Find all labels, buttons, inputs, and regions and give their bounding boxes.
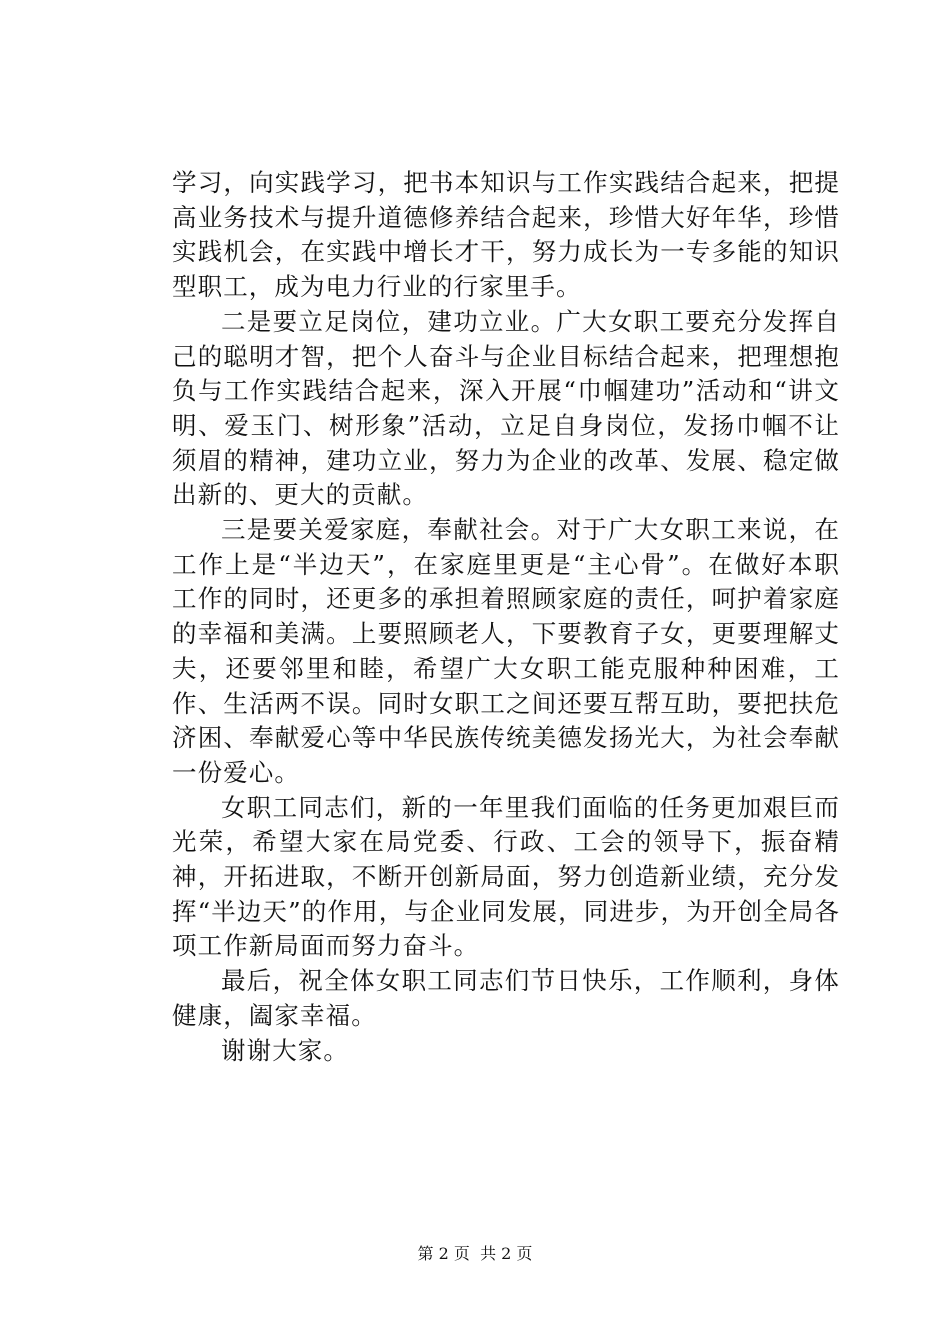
paragraph-appeal: 女职工同志们，新的一年里我们面临的任务更加艰巨而光荣，希望大家在局党委、行政、工会的领导下，振奋精神，开拓进取，不断开创新局面，努力创造新业绩，充分发挥“半边天”的作用，与企业同发展，同进步，为开创全局各项工作新局面而努力奋斗。 <box>172 792 840 961</box>
paragraph-thanks: 谢谢大家。 <box>221 1035 349 1065</box>
paragraph-point-two: 二是要立足岗位，建功立业。广大女职工要充分发挥自己的聪明才智，把个人奋斗与企业目标结合起来，把理想抱负与工作实践结合起来，深入开展“巾帼建功”活动和“讲文明、爱玉门、树形象”活动，立足自身岗位，发扬巾帼不让须眉的精神，建功立业，努力为企业的改革、发展、稳定做出新的、更大的贡献。 <box>172 306 840 510</box>
page-number-label: 第 2 页 共 2 页 <box>417 1244 533 1263</box>
paragraph-continuation: 学习，向实践学习，把书本知识与工作实践结合起来，把提高业务技术与提升道德修养结合起来，珍惜大好年华，珍惜实践机会，在实践中增长才干，努力成长为一专多能的知识型职工，成为电力行业的行家里手。 <box>172 168 840 302</box>
paragraph-wishes: 最后，祝全体女职工同志们节日快乐，工作顺利，身体健康，阖家幸福。 <box>172 966 840 1030</box>
paragraph-point-three: 三是要关爱家庭，奉献社会。对于广大女职工来说，在工作上是“半边天”，在家庭里更是“主心骨”。在做好本职工作的同时，还更多的承担着照顾家庭的责任，呵护着家庭的幸福和美满。上要照顾老人，下要教育子女，更要理解丈夫，还要邻里和睦，希望广大女职工能克服种种困难，工作、生活两不误。同时女职工之间还要互帮互助，要把扶危济困、奉献爱心等中华民族传统美德发扬光大，为社会奉献一份爱心。 <box>172 515 840 787</box>
body-text <box>172 166 840 1068</box>
page-footer <box>0 1244 950 1264</box>
